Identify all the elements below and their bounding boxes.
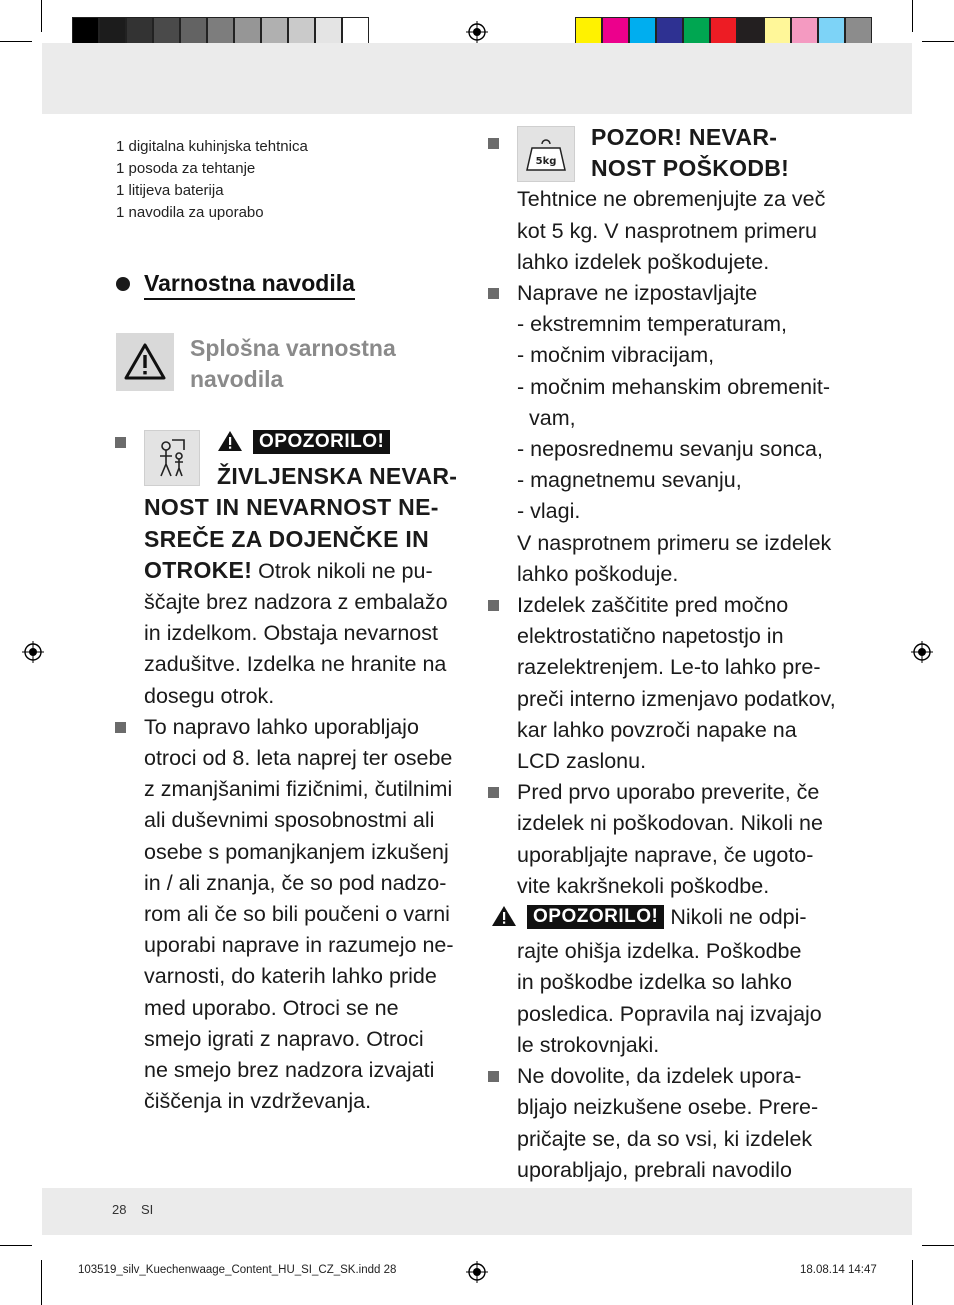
body-line: in izdelkom. Obstaja nevarnost xyxy=(144,621,438,646)
dash-line: - ekstremnim temperaturam, xyxy=(517,312,788,337)
body-line: otroci od 8. leta naprej ter osebe xyxy=(144,746,453,771)
body-line: Naprave ne izpostavljajte xyxy=(517,281,758,306)
crop-mark xyxy=(912,0,913,32)
crop-mark xyxy=(0,41,32,42)
body-line: lahko poškoduje. xyxy=(517,561,679,586)
body-line: rajte ohišja izdelka. Poškodbe xyxy=(517,939,802,964)
body-line: kar lahko povzroči napake na xyxy=(517,717,797,742)
body-line: bljajo neizkušene osebe. Prere- xyxy=(517,1095,819,1120)
warning-triangle-icon xyxy=(116,333,174,391)
body-line: dosegu otrok. xyxy=(144,683,275,708)
weight-limit-label: 5kg xyxy=(535,156,557,167)
esd-item xyxy=(517,590,852,777)
body-line: V nasprotnem primeru se izdelek xyxy=(517,530,832,555)
list-item: 1 digitalna kuhinjska tehtnica xyxy=(116,138,308,155)
crop-mark xyxy=(0,1245,32,1246)
body-line: uporabi naprave in razumejo ne- xyxy=(144,933,454,958)
body-line: le strokovnjaki. xyxy=(517,1032,660,1057)
dash-line: - močnim mehanskim obremenit- xyxy=(517,374,831,399)
registration-mark-icon xyxy=(466,21,488,43)
heading-line: POZOR! NEVAR- xyxy=(591,124,778,150)
crop-mark xyxy=(922,41,954,42)
bullet-dot-icon xyxy=(116,277,130,291)
caution-item xyxy=(517,122,852,278)
registration-mark-icon xyxy=(466,1261,488,1283)
body-text: Nikoli ne odpi- xyxy=(670,905,807,930)
footer-band xyxy=(42,1188,912,1235)
body-line: ščajte brez nadzora z embalažo xyxy=(144,590,448,615)
body-line: lahko izdelek poškodujete. xyxy=(517,249,770,274)
bullet-square-icon xyxy=(488,138,499,149)
weight-limit-icon xyxy=(517,126,575,182)
body-line: z zmanjšanimi fizičnimi, čutilnimi xyxy=(144,777,453,802)
body-line: smejo igrati z napravo. Otroci xyxy=(144,1026,424,1051)
registration-mark-icon xyxy=(911,641,933,663)
bullet-square-icon xyxy=(115,722,126,733)
warning-triangle-icon xyxy=(217,430,243,461)
housing-warning-item xyxy=(517,902,852,1061)
warning-triangle-icon xyxy=(491,905,517,936)
body-line: Izdelek zaščitite pred močno xyxy=(517,593,789,618)
body-line: uporabljajte naprave, če ugoto- xyxy=(517,842,814,867)
body-line: vite kakršnekoli poškodbe. xyxy=(517,873,770,898)
body-line: kot 5 kg. V nasprotnem primeru xyxy=(517,218,817,243)
dash-line: - močnim vibracijam, xyxy=(517,343,715,368)
package-contents-list xyxy=(116,136,308,224)
body-line: zadušitve. Izdelka ne hranite na xyxy=(144,652,447,677)
body-line: pričajte se, da so vsi, ki izdelek xyxy=(517,1126,813,1151)
child-danger-pictogram-icon xyxy=(144,430,200,486)
dash-line: - magnetnemu sevanju, xyxy=(517,468,742,493)
body-line: čiščenja in vzdrževanja. xyxy=(144,1089,372,1114)
heading-line: ŽIVLJENSKA NEVAR- xyxy=(217,463,458,490)
heading-line: NOST POŠKODB! xyxy=(591,155,790,182)
child-warning-item xyxy=(144,427,474,712)
list-item: 1 posoda za tehtanje xyxy=(116,160,256,177)
warning-label: OPOZORILO! xyxy=(527,905,664,929)
body-line: izdelek ni poškodovan. Nikoli ne xyxy=(517,811,823,836)
body-line: razelektrenjem. Le-to lahko pre- xyxy=(517,655,821,680)
dash-line: - vlagi. xyxy=(517,499,581,524)
dash-line: - neposrednemu sevanju sonca, xyxy=(517,437,823,462)
body-line: ne smejo brez nadzora izvajati xyxy=(144,1058,435,1083)
exposure-item xyxy=(517,278,852,590)
body-line: med uporabo. Otroci se ne xyxy=(144,995,399,1020)
inspection-item xyxy=(517,777,852,902)
crop-mark xyxy=(41,0,42,32)
section-heading xyxy=(116,268,355,300)
body-line: uporabljajo, prebrali navodilo xyxy=(517,1157,792,1182)
usage-item xyxy=(144,712,474,1118)
bullet-square-icon xyxy=(115,437,126,448)
right-column xyxy=(517,122,852,1186)
body-line: elektrostatično napetostjo in xyxy=(517,624,784,649)
body-line: preči interno izmenjavo podatkov, xyxy=(517,686,836,711)
body-line: To napravo lahko uporabljajo xyxy=(144,714,419,739)
body-text: Otrok nikoli ne pu- xyxy=(258,558,433,583)
page-number: 28 xyxy=(112,1202,127,1217)
subsection-title: Splošna varnostna navodila xyxy=(190,335,396,392)
print-slug-date: 18.08.14 14:47 xyxy=(800,1264,877,1276)
section-title: Varnostna navodila xyxy=(144,268,355,300)
bullet-square-icon xyxy=(488,600,499,611)
bullet-square-icon xyxy=(488,288,499,299)
heading-line: SREČE ZA DOJENČKE IN xyxy=(144,525,430,552)
list-item: 1 navodila za uporabo xyxy=(116,204,264,221)
registration-mark-icon xyxy=(22,641,44,663)
body-line: varnosti, do katerih lahko pride xyxy=(144,964,437,989)
crop-mark xyxy=(41,1260,42,1305)
crop-mark xyxy=(922,1245,954,1246)
page-language: SI xyxy=(141,1202,154,1217)
list-item: 1 litijeva baterija xyxy=(116,182,224,199)
body-line: in / ali znanja, če so pod nadzo- xyxy=(144,870,447,895)
header-band xyxy=(42,43,912,114)
bullet-square-icon xyxy=(488,1071,499,1082)
bullet-square-icon xyxy=(488,787,499,798)
body-line: rom ali če so bili poučeni o varni xyxy=(144,902,450,927)
body-line: posledica. Popravila naj izvajajo xyxy=(517,1001,822,1026)
warning-label: OPOZORILO! xyxy=(253,430,390,454)
inexperienced-users-item xyxy=(517,1061,852,1186)
dash-line: vam, xyxy=(529,405,576,430)
body-line: LCD zaslonu. xyxy=(517,749,647,774)
body-line: osebe s pomanjkanjem izkušenj xyxy=(144,839,449,864)
print-slug-file: 103519_silv_Kuechenwaage_Content_HU_SI_CZ_SK.indd 28 xyxy=(78,1264,397,1276)
heading-line: OTROKE! xyxy=(144,556,253,583)
crop-mark xyxy=(912,1260,913,1305)
body-line: ali duševnimi sposobnostmi ali xyxy=(144,808,435,833)
body-line: Ne dovolite, da izdelek upora- xyxy=(517,1064,802,1089)
heading-line: NOST IN NEVARNOST NE- xyxy=(144,494,439,521)
left-column xyxy=(144,427,474,1117)
subsection-heading xyxy=(116,333,396,395)
body-line: Pred prvo uporabo preverite, če xyxy=(517,780,820,805)
body-line: Tehtnice ne obremenjujte za več xyxy=(517,187,826,212)
body-line: in poškodbe izdelka so lahko xyxy=(517,970,792,995)
